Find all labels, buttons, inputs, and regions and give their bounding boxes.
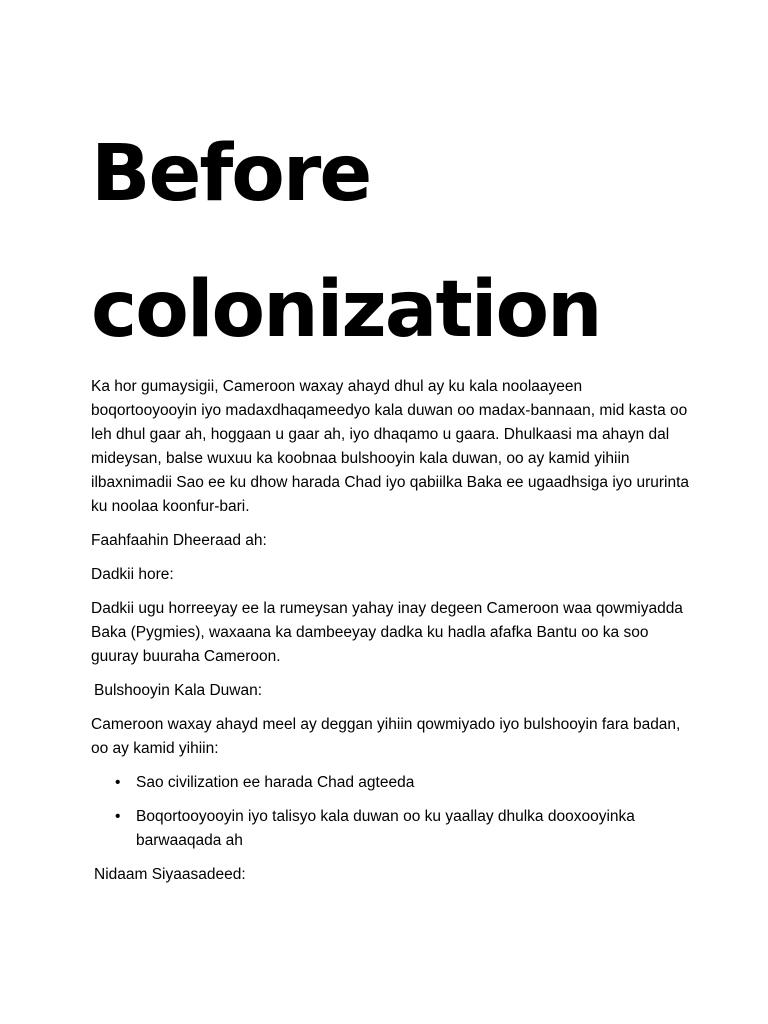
societies-heading: Bulshooyin Kala Duwan: <box>94 682 263 699</box>
intro-paragraph: Ka hor gumaysigii, Cameroon waxay ahayd dhul ay ku kala noolaayeen boqortooyooyin iyo madaxdhaqameedyo kala duwan oo madax-bannaan, mid kasta oo leh dhul gaar ah, hoggaan u gaar ah, iyo dhaqamo u gaara. Dhulkaasi ma ahayn dal mideysan, balse wuxuu ka koobnaa bulshooyin kala duwan, oo ay kamid yihiin ilbaxnimadii Sao ee ku dhow harada Chad iyo qabiilka Baka ee ugaadhsiga iyo ururinta ku noolaa koonfur-bari. <box>91 378 689 515</box>
political-heading: Nidaam Siyaasadeed: <box>94 866 246 883</box>
early-people-heading: Dadkii hore: <box>91 566 174 583</box>
list-item-text: Sao civilization ee harada Chad agteeda <box>136 774 415 791</box>
document-body <box>91 375 691 897</box>
list-item <box>115 771 691 795</box>
early-people-paragraph: Dadkii ugu horreeyay ee la rumeysan yahay inay degeen Cameroon waa qowmiyadda Baka (Pygmies), waxaana ka dambeeyay dadka ku hadla afafka Bantu oo ka soo guuray buuraha Cameroon. <box>91 600 683 665</box>
document-title <box>91 106 711 378</box>
bullet-point-icon: • <box>115 774 121 791</box>
list-item-text: Boqortooyooyin iyo talisyo kala duwan oo ku yaallay dhulka dooxooyinka barwaaqada ah <box>136 808 635 849</box>
societies-list <box>91 771 691 853</box>
title-line-1: Before <box>91 129 371 219</box>
list-item <box>115 805 691 853</box>
bullet-point-icon: • <box>115 808 121 825</box>
societies-paragraph: Cameroon waxay ahayd meel ay deggan yihiin qowmiyado iyo bulshooyin fara badan, oo ay kamid yihiin: <box>91 716 681 757</box>
title-line-2: colonization <box>91 265 601 355</box>
details-heading: Faahfaahin Dheeraad ah: <box>91 532 267 549</box>
